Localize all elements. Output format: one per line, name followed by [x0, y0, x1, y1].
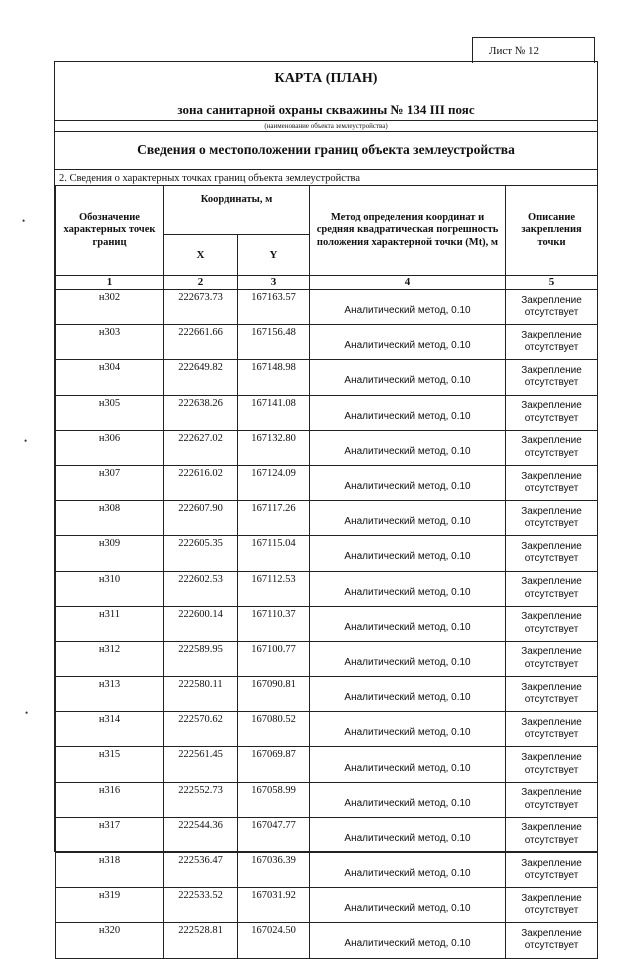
fixing-description: Закрепление отсутствует [506, 853, 598, 888]
table-row [56, 782, 598, 817]
table-row [56, 501, 598, 536]
coord-x: 222533.52 [164, 888, 238, 923]
table-row [56, 395, 598, 430]
point-id: н305 [56, 395, 164, 430]
fixing-description: Закрепление отсутствует [506, 571, 598, 606]
coord-y: 167156.48 [238, 325, 310, 360]
table-row [56, 360, 598, 395]
fixing-description: Закрепление отсутствует [506, 747, 598, 782]
table-row [56, 888, 598, 923]
method: Аналитический метод, 0.10 [310, 395, 506, 430]
table-row [56, 923, 598, 958]
table-row [56, 606, 598, 641]
table-row [56, 747, 598, 782]
table-row [56, 853, 598, 888]
fixing-description: Закрепление отсутствует [506, 536, 598, 571]
section-title: Сведения о местоположении границ объекта землеустройства [137, 142, 515, 157]
coord-y: 167148.98 [238, 360, 310, 395]
table-row [56, 536, 598, 571]
fixing-description: Закрепление отсутствует [506, 290, 598, 325]
method: Аналитический метод, 0.10 [310, 923, 506, 958]
table-row [56, 817, 598, 852]
coord-y: 167110.37 [238, 606, 310, 641]
point-id: н310 [56, 571, 164, 606]
document-frame [54, 61, 598, 952]
method: Аналитический метод, 0.10 [310, 571, 506, 606]
point-id: н317 [56, 817, 164, 852]
header-point-designation: Обозначение характерных точек границ [56, 186, 164, 276]
point-id: н307 [56, 465, 164, 500]
method: Аналитический метод, 0.10 [310, 782, 506, 817]
sheet-number: Лист № 12 [489, 44, 540, 57]
sheet-number-box [472, 37, 595, 63]
point-id: н309 [56, 536, 164, 571]
point-id: н315 [56, 747, 164, 782]
table-row [56, 677, 598, 712]
point-id: н303 [56, 325, 164, 360]
coord-y: 167090.81 [238, 677, 310, 712]
coord-y: 167124.09 [238, 465, 310, 500]
fixing-description: Закрепление отсутствует [506, 641, 598, 676]
column-number: 1 [56, 276, 164, 290]
table-row [56, 641, 598, 676]
margin-mark: • [25, 708, 29, 718]
method: Аналитический метод, 0.10 [310, 536, 506, 571]
method: Аналитический метод, 0.10 [310, 501, 506, 536]
coord-x: 222561.45 [164, 747, 238, 782]
coord-y: 167058.99 [238, 782, 310, 817]
fixing-description: Закрепление отсутствует [506, 782, 598, 817]
point-id: н318 [56, 853, 164, 888]
column-number: 4 [310, 276, 506, 290]
coord-y: 167069.87 [238, 747, 310, 782]
coord-y: 167117.26 [238, 501, 310, 536]
point-id: н313 [56, 677, 164, 712]
column-number: 5 [506, 276, 598, 290]
point-id: н311 [56, 606, 164, 641]
coord-x: 222649.82 [164, 360, 238, 395]
point-id: н308 [56, 501, 164, 536]
header-description: Описание закрепления точки [506, 186, 598, 276]
fixing-description: Закрепление отсутствует [506, 465, 598, 500]
coord-y: 167047.77 [238, 817, 310, 852]
fixing-description: Закрепление отсутствует [506, 360, 598, 395]
method: Аналитический метод, 0.10 [310, 641, 506, 676]
coord-y: 167080.52 [238, 712, 310, 747]
fixing-description: Закрепление отсутствует [506, 606, 598, 641]
fixing-description: Закрепление отсутствует [506, 677, 598, 712]
coord-y: 167024.50 [238, 923, 310, 958]
fixing-description: Закрепление отсутствует [506, 325, 598, 360]
point-id: н312 [56, 641, 164, 676]
object-caption: (наименование объекта землеустройства) [264, 122, 388, 130]
margin-mark: • [22, 216, 26, 226]
coord-x: 222536.47 [164, 853, 238, 888]
point-id: н302 [56, 290, 164, 325]
method: Аналитический метод, 0.10 [310, 853, 506, 888]
header-coordinates: Координаты, м [164, 186, 310, 235]
point-id: н319 [56, 888, 164, 923]
coord-y: 167163.57 [238, 290, 310, 325]
coord-x: 222616.02 [164, 465, 238, 500]
coord-x: 222570.62 [164, 712, 238, 747]
method: Аналитический метод, 0.10 [310, 290, 506, 325]
coord-x: 222552.73 [164, 782, 238, 817]
coord-y: 167036.39 [238, 853, 310, 888]
point-id: н316 [56, 782, 164, 817]
column-number: 2 [164, 276, 238, 290]
coord-y: 167141.08 [238, 395, 310, 430]
method: Аналитический метод, 0.10 [310, 465, 506, 500]
coord-x: 222638.26 [164, 395, 238, 430]
coord-x: 222580.11 [164, 677, 238, 712]
header-x: X [164, 235, 238, 276]
table-row [56, 465, 598, 500]
coord-y: 167100.77 [238, 641, 310, 676]
coord-x: 222627.02 [164, 430, 238, 465]
method: Аналитический метод, 0.10 [310, 606, 506, 641]
point-id: н304 [56, 360, 164, 395]
table-row [56, 430, 598, 465]
method: Аналитический метод, 0.10 [310, 360, 506, 395]
table-row [56, 325, 598, 360]
fixing-description: Закрепление отсутствует [506, 712, 598, 747]
method: Аналитический метод, 0.10 [310, 430, 506, 465]
column-number: 3 [238, 276, 310, 290]
document-subtitle: зона санитарной охраны скважины № 134 III пояс [177, 102, 475, 117]
method: Аналитический метод, 0.10 [310, 677, 506, 712]
coord-y: 167115.04 [238, 536, 310, 571]
fixing-description: Закрепление отсутствует [506, 817, 598, 852]
points-table [55, 185, 598, 959]
fixing-description: Закрепление отсутствует [506, 395, 598, 430]
fixing-description: Закрепление отсутствует [506, 888, 598, 923]
coord-x: 222602.53 [164, 571, 238, 606]
coord-x: 222600.14 [164, 606, 238, 641]
subsection-title: 2. Сведения о характерных точках границ объекта землеустройства [59, 173, 361, 184]
coord-x: 222528.81 [164, 923, 238, 958]
method: Аналитический метод, 0.10 [310, 817, 506, 852]
coord-y: 167132.80 [238, 430, 310, 465]
coord-y: 167112.53 [238, 571, 310, 606]
fixing-description: Закрепление отсутствует [506, 430, 598, 465]
table-row [56, 571, 598, 606]
fixing-description: Закрепление отсутствует [506, 501, 598, 536]
method: Аналитический метод, 0.10 [310, 747, 506, 782]
coord-y: 167031.92 [238, 888, 310, 923]
coord-x: 222661.66 [164, 325, 238, 360]
point-id: н320 [56, 923, 164, 958]
header-y: Y [238, 235, 310, 276]
table-row [56, 290, 598, 325]
header-method: Метод определения координат и средняя квадратическая погрешность положения характерной точки (Mt), м [310, 186, 506, 276]
coord-x: 222605.35 [164, 536, 238, 571]
coord-x: 222607.90 [164, 501, 238, 536]
fixing-description: Закрепление отсутствует [506, 923, 598, 958]
point-id: н314 [56, 712, 164, 747]
method: Аналитический метод, 0.10 [310, 712, 506, 747]
margin-mark: • [24, 436, 28, 446]
method: Аналитический метод, 0.10 [310, 888, 506, 923]
coord-x: 222589.95 [164, 641, 238, 676]
method: Аналитический метод, 0.10 [310, 325, 506, 360]
coord-x: 222673.73 [164, 290, 238, 325]
document-title: КАРТА (ПЛАН) [274, 71, 378, 86]
point-id: н306 [56, 430, 164, 465]
table-row [56, 712, 598, 747]
coord-x: 222544.36 [164, 817, 238, 852]
